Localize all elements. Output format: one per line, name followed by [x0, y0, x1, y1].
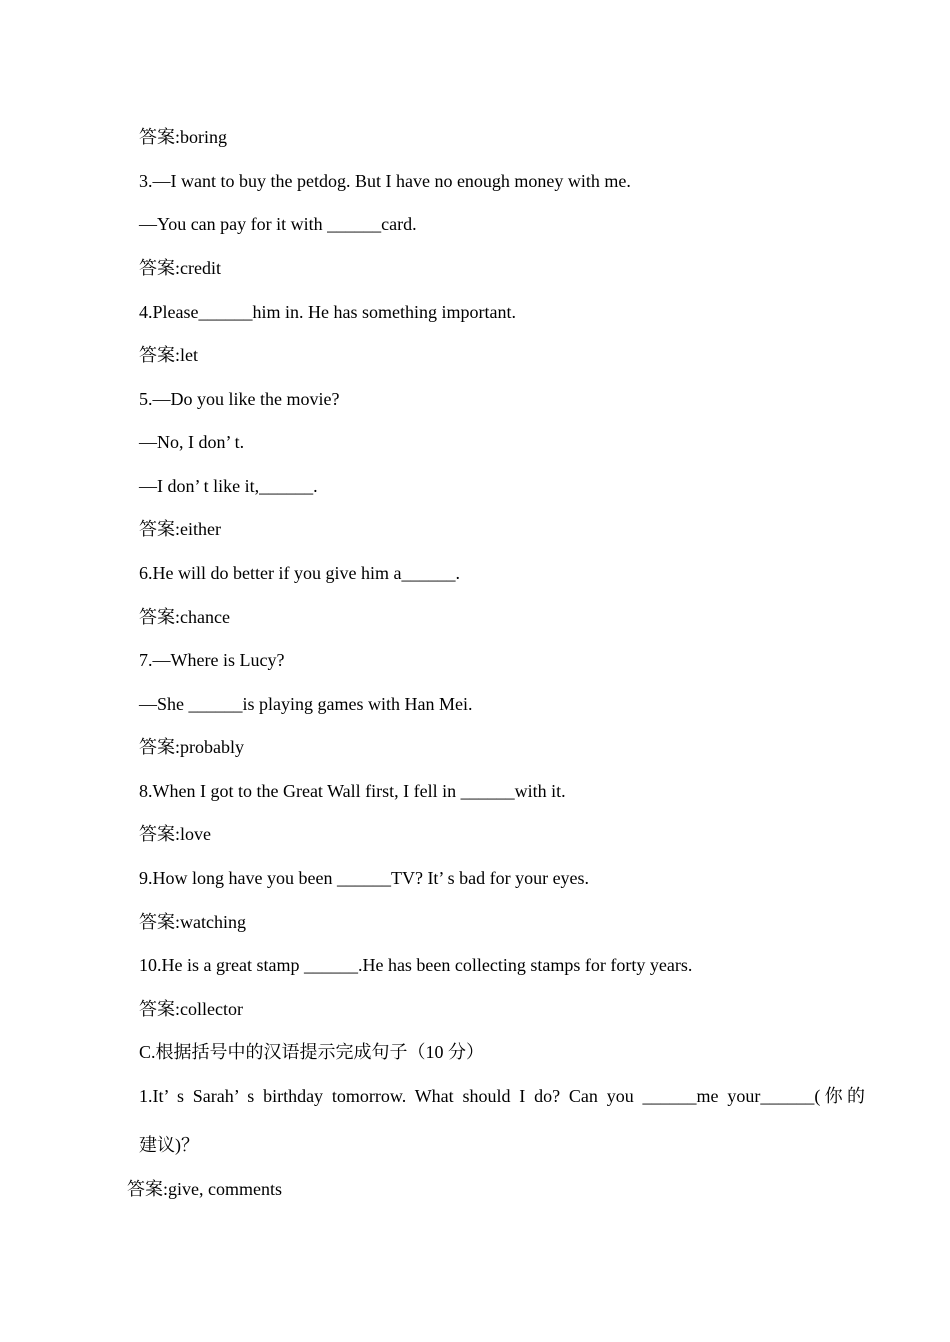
answer-line: 答案:collector	[139, 999, 243, 1019]
question-line: 6.He will do better if you give him a______.	[139, 563, 460, 583]
answer-line: 答案:either	[139, 519, 221, 539]
question-line: —No, I don’ t.	[139, 432, 245, 452]
question-line: —She ______is playing games with Han Mei.	[139, 694, 473, 714]
question-line: 1.It’ s Sarah’ s birthday tomorrow. What should I do? Can you ______me your______(你的	[139, 1086, 865, 1106]
question-line: 4.Please______him in. He has something important.	[139, 302, 516, 322]
answer-line: 答案:watching	[139, 912, 246, 932]
section-heading: C.根据括号中的汉语提示完成句子（10 分）	[139, 1042, 485, 1062]
question-line: 10.He is a great stamp ______.He has been collecting stamps for forty years.	[139, 955, 693, 975]
question-line: 8.When I got to the Great Wall first, I fell in ______with it.	[139, 781, 566, 801]
answer-line: 答案:probably	[139, 737, 244, 757]
answer-line: 答案:give, comments	[127, 1179, 282, 1199]
question-line: 9.How long have you been ______TV? It’ s bad for your eyes.	[139, 868, 590, 888]
answer-line: 答案:love	[139, 824, 211, 844]
question-line: —I don’ t like it,______.	[139, 476, 318, 496]
answer-line: 答案:chance	[139, 607, 230, 627]
answer-line: 答案:credit	[139, 258, 221, 278]
question-line: 7.—Where is Lucy?	[139, 650, 285, 670]
question-line: —You can pay for it with ______card.	[139, 214, 417, 234]
question-line: 5.—Do you like the movie?	[139, 389, 340, 409]
question-line-continuation: 建议)？	[139, 1135, 199, 1155]
answer-line: 答案:let	[139, 345, 198, 365]
answer-line: 答案:boring	[139, 127, 227, 147]
question-line: 3.—I want to buy the petdog. But I have no enough money with me.	[139, 171, 631, 191]
